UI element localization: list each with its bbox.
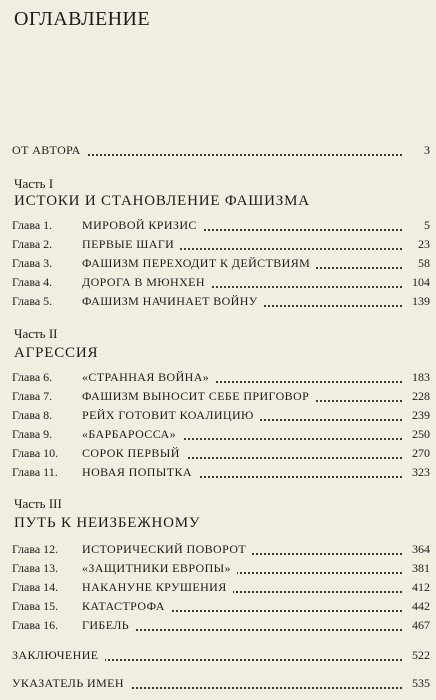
chapter-number: Глава 10. — [12, 446, 59, 460]
toc-page-number: 250 — [406, 427, 430, 442]
chapter-number: Глава 14. — [12, 580, 59, 594]
part-title: ИСТОКИ И СТАНОВЛЕНИЕ ФАШИЗМА — [14, 193, 310, 209]
toc-entry — [12, 275, 430, 291]
chapter-title: ДОРОГА В МЮНХЕН — [82, 275, 205, 289]
chapter-number: Глава 11. — [12, 465, 58, 479]
toc-page-number: 139 — [406, 294, 430, 309]
toc-entry — [12, 618, 430, 634]
chapter-number: Глава 15. — [12, 599, 59, 613]
toc-entry — [12, 580, 430, 596]
toc-entry-title: ОТ АВТОРА — [12, 143, 87, 157]
chapter-title: РЕЙХ ГОТОВИТ КОАЛИЦИЮ — [82, 408, 254, 422]
toc-entry-title: УКАЗАТЕЛЬ ИМЕН — [12, 676, 130, 690]
toc-entry — [12, 465, 430, 481]
toc-page-number: 412 — [406, 580, 430, 595]
toc-page-number: 5 — [418, 218, 430, 233]
chapter-title: «СТРАННАЯ ВОЙНА» — [82, 370, 210, 384]
part-title: ПУТЬ К НЕИЗБЕЖНОМУ — [14, 515, 201, 531]
toc-entry — [12, 561, 430, 577]
toc-entry — [12, 599, 430, 615]
toc-entry — [12, 542, 430, 558]
chapter-title: ФАШИЗМ ВЫНОСИТ СЕБЕ ПРИГОВОР — [82, 389, 310, 403]
part-label: Часть I — [14, 176, 54, 191]
toc-entry-index — [12, 676, 430, 692]
toc-entry — [12, 256, 430, 272]
toc-page-number: 467 — [406, 618, 430, 633]
chapter-number: Глава 4. — [12, 275, 53, 289]
part-label: Часть II — [14, 326, 58, 341]
toc-entry — [12, 446, 430, 462]
toc-page-number: 104 — [406, 275, 430, 290]
chapter-number: Глава 6. — [12, 370, 53, 384]
chapter-title: ФАШИЗМ НАЧИНАЕТ ВОЙНУ — [82, 294, 258, 308]
chapter-title: ПЕРВЫЕ ШАГИ — [82, 237, 175, 251]
chapter-title: ФАШИЗМ ПЕРЕХОДИТ К ДЕЙСТВИЯМ — [82, 256, 311, 270]
chapter-title: «БАРБАРОССА» — [82, 427, 176, 441]
chapter-number: Глава 3. — [12, 256, 53, 270]
toc-page-number: 535 — [406, 676, 430, 691]
chapter-number: Глава 5. — [12, 294, 53, 308]
toc-page-number: 183 — [406, 370, 430, 385]
toc-entry — [12, 294, 430, 310]
chapter-number: Глава 13. — [12, 561, 59, 575]
toc-page-number: 228 — [406, 389, 430, 404]
chapter-title: СОРОК ПЕРВЫЙ — [82, 446, 180, 460]
toc-entry — [12, 427, 430, 443]
chapter-number: Глава 12. — [12, 542, 59, 556]
toc-entry — [12, 237, 430, 253]
chapter-title: «ЗАЩИТНИКИ ЕВРОПЫ» — [82, 561, 231, 575]
toc-page-number: 3 — [418, 143, 430, 158]
toc-page-number: 522 — [406, 648, 430, 663]
toc-page-number: 442 — [406, 599, 430, 614]
chapter-title: НОВАЯ ПОПЫТКА — [82, 465, 192, 479]
toc-entry — [12, 218, 430, 234]
toc-entry-preface — [12, 143, 430, 159]
chapter-number: Глава 1. — [12, 218, 53, 232]
toc-page-number: 364 — [406, 542, 430, 557]
toc-page-number: 381 — [406, 561, 430, 576]
chapter-number: Глава 16. — [12, 618, 59, 632]
toc-entry-title: ЗАКЛЮЧЕНИЕ — [12, 648, 105, 662]
chapter-title: КАТАСТРОФА — [82, 599, 165, 613]
chapter-title: ГИБЕЛЬ — [82, 618, 130, 632]
part-title: АГРЕССИЯ — [14, 345, 99, 361]
chapter-number: Глава 9. — [12, 427, 53, 441]
toc-entry — [12, 389, 430, 405]
chapter-title: МИРОВОЙ КРИЗИС — [82, 218, 197, 232]
part-label: Часть III — [14, 496, 62, 511]
chapter-title: ИСТОРИЧЕСКИЙ ПОВОРОТ — [82, 542, 247, 556]
toc-page-number: 270 — [406, 446, 430, 461]
toc-page-number: 239 — [406, 408, 430, 423]
page-title: ОГЛАВЛЕНИЕ — [14, 8, 150, 30]
toc-entry — [12, 370, 430, 386]
toc-page-number: 23 — [412, 237, 430, 252]
chapter-number: Глава 8. — [12, 408, 53, 422]
chapter-number: Глава 2. — [12, 237, 53, 251]
chapter-number: Глава 7. — [12, 389, 53, 403]
toc-page-number: 58 — [412, 256, 430, 271]
chapter-title: НАКАНУНЕ КРУШЕНИЯ — [82, 580, 227, 594]
toc-entry — [12, 408, 430, 424]
toc-page-number: 323 — [406, 465, 430, 480]
toc-entry-conclusion — [12, 648, 430, 664]
